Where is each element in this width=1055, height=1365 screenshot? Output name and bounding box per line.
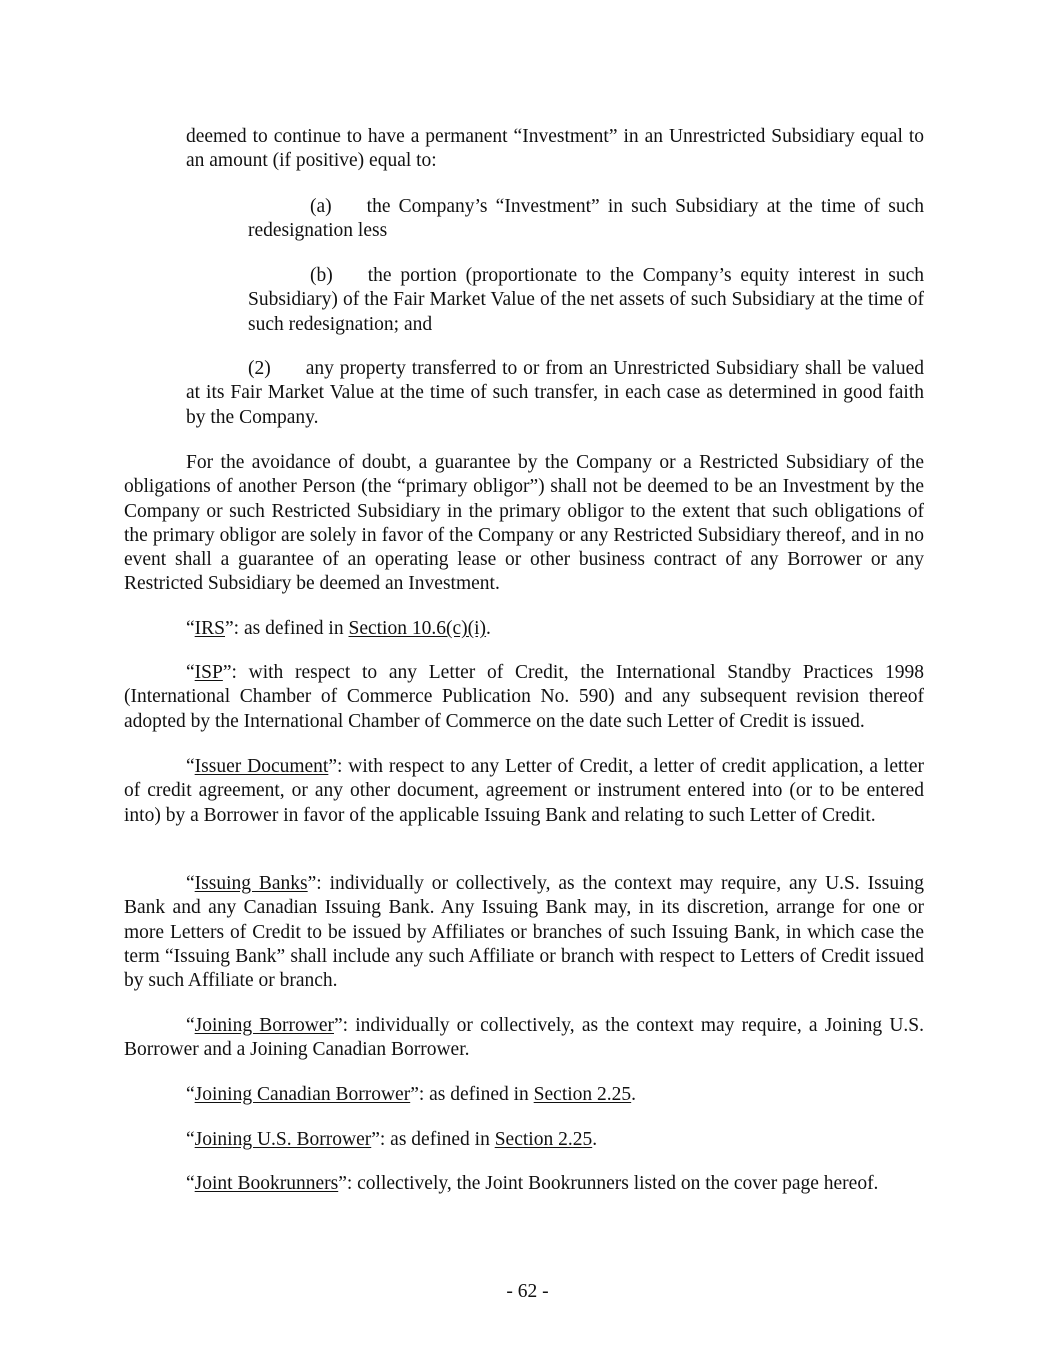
- clause-b: [248, 264, 924, 337]
- defined-term: Issuing Banks: [194, 873, 308, 894]
- continuation-paragraph: deemed to continue to have a permanent “Investment” in an Unrestricted Subsidiary equal to an amount (if positive) equal to:: [186, 126, 924, 172]
- definition-isp: “ISP”: with respect to any Letter of Credit, the International Standby Practices 1998 (International Chamber of Commerce Publication No. 590) and any subsequent revision thereof adopted by the International Chamber of Commerce on the date such Letter of Credit is issued.: [124, 662, 924, 732]
- defined-term: Joining Borrower: [194, 1015, 334, 1036]
- clause-2-number: (2): [248, 358, 271, 379]
- clause-2-text: any property transferred to or from an Unrestricted Subsidiary shall be valued at its Fair Market Value at the time of such transfer, in each case as determined in good faith by the Company.: [186, 358, 924, 428]
- definition-joining-canadian-borrower: “Joining Canadian Borrower”: as defined in Section 2.25.: [186, 1084, 637, 1105]
- definition-irs: “IRS”: as defined in Section 10.6(c)(i).: [186, 618, 491, 639]
- section-reference: Section 2.25: [533, 1084, 632, 1105]
- avoidance-paragraph: For the avoidance of doubt, a guarantee by the Company or a Restricted Subsidiary of the obligations of another Person (the “primary obligor”) shall not be deemed to be an Investment by the Company or such Restricted Subsidiary in the primary obligor to the extent that such obligations of the primary obligor are solely in favor of the Company or any Restricted Subsidiary thereof, and in no event shall a guarantee of an operating lease or other business contract of any Borrower or any Restricted Subsidiary be deemed an Investment.: [124, 452, 924, 595]
- clause-2: [186, 357, 924, 430]
- definition-issuing-banks: “Issuing Banks”: individually or collectively, as the context may require, any U.S. Issuing Bank and any Canadian Issuing Bank. Any Issuing Bank may, in its discretion, arrange for one or more Letters of Credit to be issued by Affiliates or branches of such Issuing Bank, in which case the term “Issuing Bank” shall include any such Affiliate or branch with respect to Letters of Credit issued by such Affiliate or branch.: [124, 873, 924, 992]
- page-number: - 62 -: [506, 1281, 549, 1302]
- definition-issuer-document: “Issuer Document”: with respect to any Letter of Credit, a letter of credit application, a letter of credit agreement, or any other document, agreement or instrument entered into (or to be entered into) by a Borrower in favor of the applicable Issuing Bank and relating to such Letter of Credit.: [124, 756, 924, 826]
- clause-a: [248, 195, 924, 244]
- clause-b-text: the portion (proportionate to the Company’s equity interest in such Subsidiary) of the Fair Market Value of the net assets of such Subsidiary at the time of such redesignation; and: [248, 265, 924, 335]
- clause-a-number: (a): [310, 196, 332, 217]
- defined-term: IRS: [194, 618, 226, 639]
- clause-a-text: the Company’s “Investment” in such Subsidiary at the time of such redesignation less: [248, 196, 924, 242]
- definition-joining-us-borrower: “Joining U.S. Borrower”: as defined in Section 2.25.: [186, 1129, 598, 1150]
- defined-term: Joining U.S. Borrower: [194, 1129, 372, 1150]
- defined-term: Issuer Document: [194, 756, 329, 777]
- definition-joining-borrower: “Joining Borrower”: individually or collectively, as the context may require, a Joining U.S. Borrower and a Joining Canadian Borrower.: [124, 1015, 924, 1061]
- defined-term: Joint Bookrunners: [194, 1173, 339, 1194]
- definition-joint-bookrunners: “Joint Bookrunners”: collectively, the Joint Bookrunners listed on the cover page hereof.: [186, 1173, 879, 1194]
- section-reference: Section 2.25: [494, 1129, 593, 1150]
- defined-term: ISP: [194, 662, 223, 683]
- defined-term: Joining Canadian Borrower: [194, 1084, 411, 1105]
- clause-b-number: (b): [310, 265, 333, 286]
- section-reference: Section 10.6(c)(i): [348, 618, 487, 639]
